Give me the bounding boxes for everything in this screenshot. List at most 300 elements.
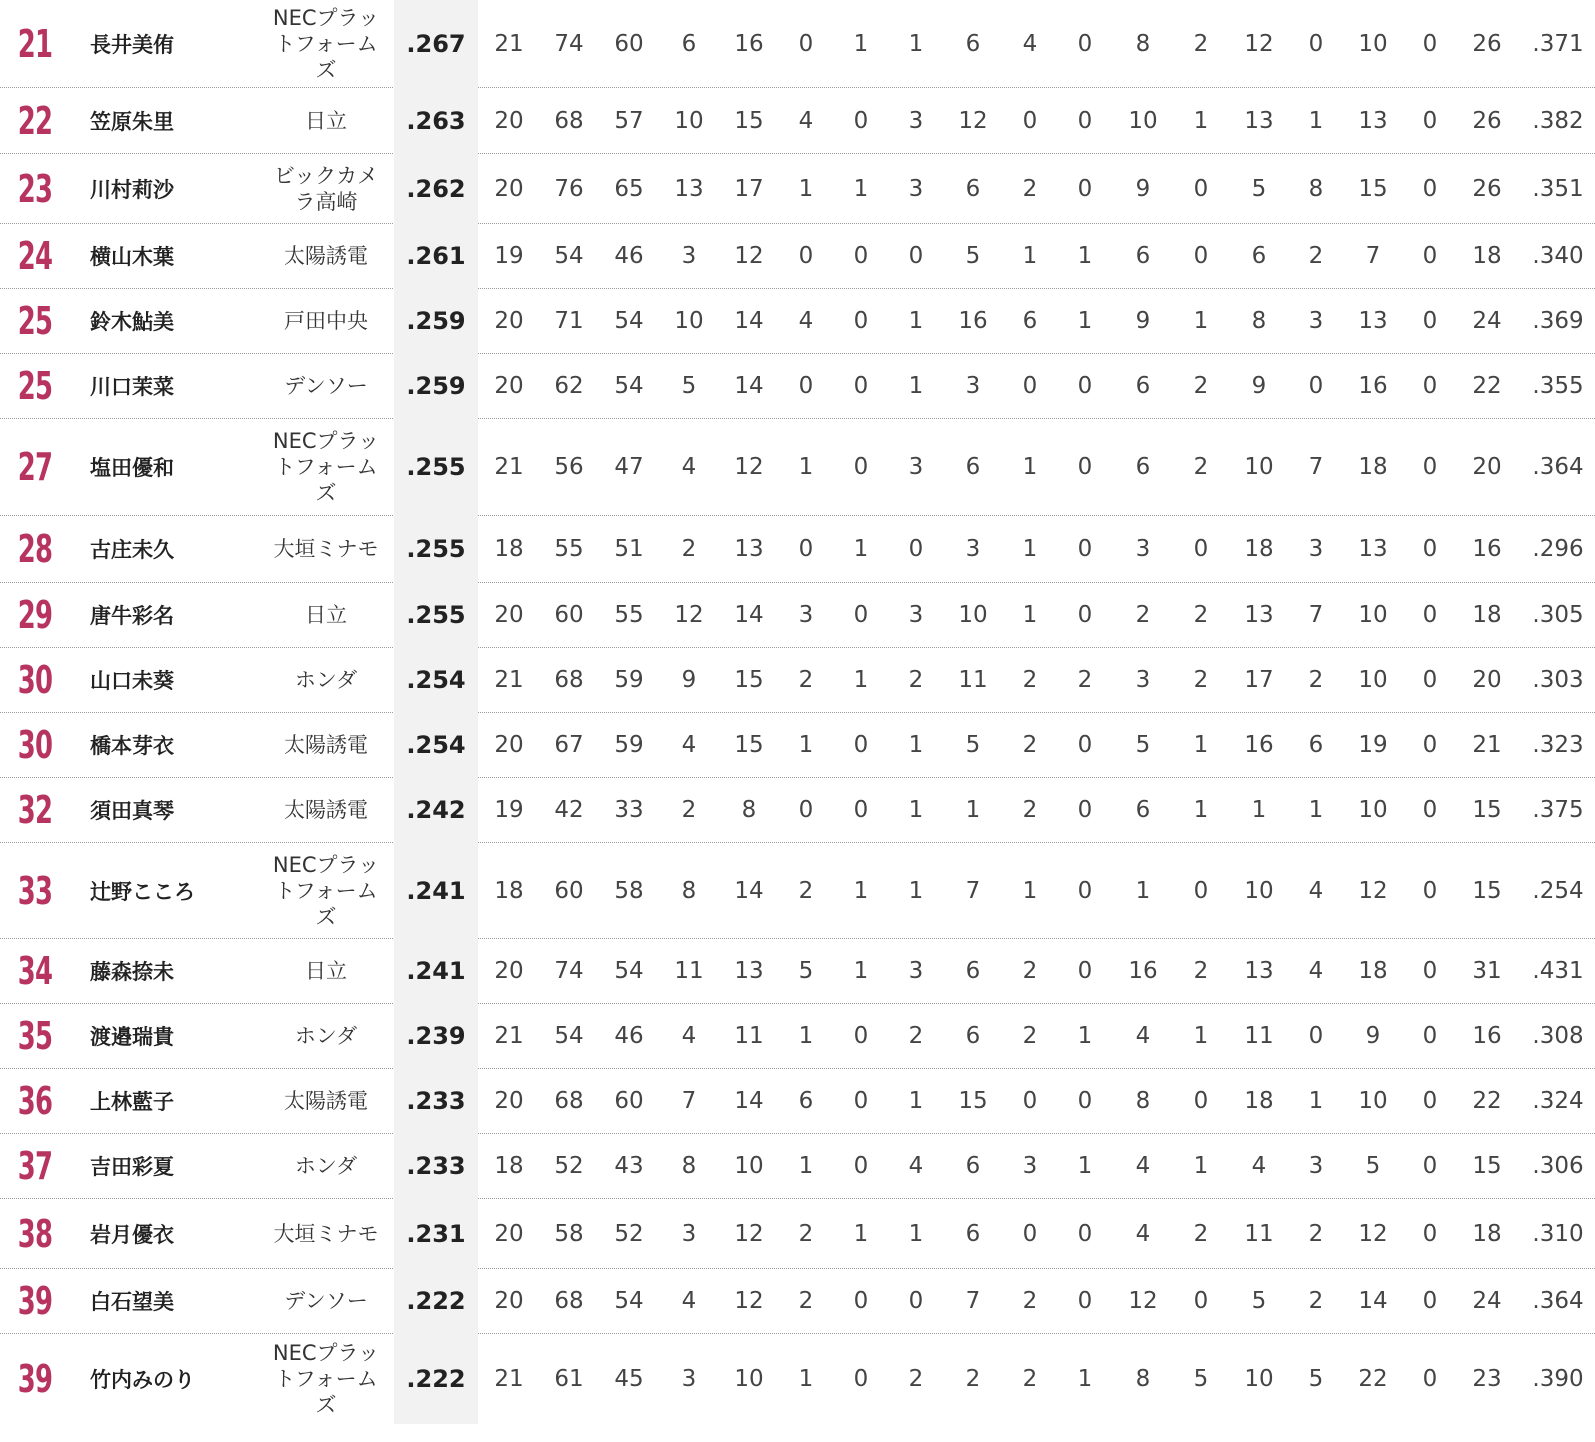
stat-cell: 12 (674, 602, 704, 628)
stat-cell: .364 (1532, 1288, 1584, 1314)
stat-cell: 1 (1022, 536, 1038, 562)
stat-cell: 1 (1022, 877, 1038, 904)
stat-cell: 6 (1135, 373, 1151, 399)
team-name: ホンダ (294, 1154, 358, 1178)
batting-average: .239 (406, 1022, 466, 1050)
stat-cell: 15 (1472, 1153, 1502, 1179)
batting-average: .255 (406, 601, 466, 629)
stat-cell: 0 (1193, 243, 1209, 269)
stat-cell: 0 (1193, 877, 1209, 904)
stat-cell: 1 (1193, 107, 1209, 134)
rank-number: 23 (17, 166, 53, 211)
stat-cell: 31 (1472, 958, 1502, 984)
stat-cell: 6 (965, 175, 981, 202)
stat-cell: 60 (614, 30, 644, 57)
stat-cell: 1 (798, 1153, 814, 1179)
stat-cell: 1 (1077, 308, 1093, 334)
stat-cell: 6 (965, 958, 981, 984)
table-row (0, 583, 1595, 648)
stat-cell: 54 (614, 308, 644, 334)
stat-cell: .351 (1532, 175, 1584, 202)
stat-cell: .305 (1532, 602, 1584, 628)
rank-number: 36 (17, 1079, 53, 1123)
stat-cell: 0 (1422, 1088, 1438, 1114)
stat-cell: 22 (1358, 1365, 1388, 1392)
player-name: 渡邉瑞貴 (90, 1025, 174, 1049)
table-row (0, 154, 1595, 224)
stat-cell: 6 (1308, 732, 1324, 758)
table-row (0, 843, 1595, 939)
team-name: デンソー (284, 1289, 368, 1313)
stat-cell: 0 (1077, 958, 1093, 984)
stat-cell: 0 (1077, 1088, 1093, 1114)
player-name: 横山木葉 (90, 245, 174, 269)
batting-average: .233 (406, 1152, 466, 1180)
stat-cell: 4 (681, 1023, 697, 1049)
stat-cell: 58 (554, 1220, 584, 1247)
stat-cell: 10 (1358, 602, 1388, 628)
stat-cell: 0 (1308, 30, 1324, 57)
stat-cell: 0 (798, 373, 814, 399)
stat-cell: 43 (614, 1153, 644, 1179)
batting-average: .242 (406, 796, 466, 824)
stat-cell: .324 (1532, 1088, 1584, 1114)
stat-cell: 0 (908, 243, 924, 269)
stat-cell: 1 (908, 1088, 924, 1114)
team-name: NECプラットフォームズ (272, 852, 380, 929)
player-name: 辻野こころ (90, 879, 195, 904)
stat-cell: 0 (1193, 536, 1209, 562)
stat-cell: 0 (853, 1023, 869, 1049)
stat-cell: 7 (1308, 602, 1324, 628)
stat-cell: 0 (798, 30, 814, 57)
stat-cell: 18 (1358, 958, 1388, 984)
stat-cell: 3 (681, 1365, 697, 1392)
table-row (0, 778, 1595, 843)
stat-cell: 2 (1308, 667, 1324, 693)
stat-cell: 0 (1193, 1288, 1209, 1314)
stat-cell: 3 (1135, 536, 1151, 562)
team-name: NECプラットフォームズ (272, 1340, 380, 1417)
stat-cell: 10 (1244, 1365, 1274, 1392)
table-row (0, 648, 1595, 713)
rank-number: 39 (17, 1279, 53, 1323)
stat-cell: 15 (1472, 797, 1502, 823)
stat-cell: 5 (1135, 732, 1151, 758)
stat-cell: 7 (965, 877, 981, 904)
stat-cell: 2 (1193, 958, 1209, 984)
stat-cell: 16 (1128, 958, 1158, 984)
stat-cell: 54 (554, 243, 584, 269)
stat-cell: 71 (554, 308, 584, 334)
stat-cell: 0 (1422, 536, 1438, 562)
stat-cell: 51 (614, 536, 644, 562)
team-name: 戸田中央 (284, 309, 368, 333)
rank-number: 35 (17, 1014, 53, 1058)
player-name: 長井美侑 (90, 32, 174, 57)
stat-cell: 0 (1308, 373, 1324, 399)
player-name: 吉田彩夏 (90, 1155, 174, 1179)
stat-cell: 21 (494, 667, 524, 693)
stat-cell: 0 (908, 536, 924, 562)
stat-cell: 22 (1472, 1088, 1502, 1114)
player-name: 笠原朱里 (90, 109, 174, 134)
player-name: 塩田優和 (90, 456, 174, 480)
stat-cell: 2 (798, 667, 814, 693)
batting-average: .259 (406, 372, 466, 400)
stat-cell: 2 (1193, 1220, 1209, 1247)
stat-cell: 6 (798, 1088, 814, 1114)
stat-cell: 21 (494, 1023, 524, 1049)
table-row (0, 224, 1595, 289)
stat-cell: 0 (798, 243, 814, 269)
stat-cell: 16 (1472, 536, 1502, 562)
stat-cell: 52 (614, 1220, 644, 1247)
stat-cell: .340 (1532, 243, 1584, 269)
batting-average: .261 (406, 242, 466, 270)
stat-cell: 6 (965, 1153, 981, 1179)
rank-number: 24 (17, 234, 53, 278)
batting-average: .222 (406, 1287, 466, 1315)
stat-cell: 0 (1193, 175, 1209, 202)
batting-average: .231 (406, 1219, 466, 1248)
stat-cell: 1 (853, 877, 869, 904)
stat-cell: 1 (908, 308, 924, 334)
stat-cell: 9 (681, 667, 697, 693)
rank-number: 30 (17, 658, 53, 702)
stat-cell: 4 (681, 732, 697, 758)
stat-cell: 1 (853, 1220, 869, 1247)
stat-cell: 2 (798, 1288, 814, 1314)
team-name: NECプラットフォームズ (272, 5, 380, 82)
stat-cell: 5 (798, 958, 814, 984)
batting-average: .254 (406, 666, 466, 694)
stat-cell: 0 (1022, 1088, 1038, 1114)
stat-cell: 13 (1244, 958, 1274, 984)
stat-cell: 0 (798, 536, 814, 562)
stat-cell: 65 (614, 175, 644, 202)
batting-average: .233 (406, 1087, 466, 1115)
stat-cell: 0 (1077, 454, 1093, 480)
stat-cell: 1 (798, 1365, 814, 1392)
stat-cell: 3 (681, 243, 697, 269)
stat-cell: 18 (1244, 536, 1274, 562)
stat-cell: 0 (1422, 308, 1438, 334)
stat-cell: 4 (798, 308, 814, 334)
stat-cell: 57 (614, 107, 644, 134)
stat-cell: 0 (1422, 454, 1438, 480)
stat-cell: 13 (734, 536, 764, 562)
stat-cell: 6 (681, 30, 697, 57)
stat-cell: 54 (614, 1288, 644, 1314)
stat-cell: 2 (1308, 1288, 1324, 1314)
stat-cell: 4 (908, 1153, 924, 1179)
stat-cell: 1 (1193, 1153, 1209, 1179)
stat-cell: .303 (1532, 667, 1584, 693)
stat-cell: 12 (958, 107, 988, 134)
stat-cell: 15 (734, 107, 764, 134)
stat-cell: 68 (554, 1288, 584, 1314)
stat-cell: 0 (1077, 175, 1093, 202)
stat-cell: 2 (1135, 602, 1151, 628)
rank-number: 30 (17, 723, 53, 767)
stat-cell: 9 (1365, 1023, 1381, 1049)
stat-cell: 3 (1135, 667, 1151, 693)
stat-cell: 3 (798, 602, 814, 628)
stat-cell: 0 (853, 243, 869, 269)
stat-cell: 0 (1422, 243, 1438, 269)
stat-cell: 2 (1193, 667, 1209, 693)
stat-cell: 55 (614, 602, 644, 628)
stat-cell: 0 (1422, 1023, 1438, 1049)
stat-cell: 1 (798, 175, 814, 202)
stat-cell: 18 (1472, 243, 1502, 269)
stat-cell: 0 (1422, 602, 1438, 628)
stat-cell: 1 (853, 536, 869, 562)
stat-cell: 13 (1244, 107, 1274, 134)
stat-cell: 0 (853, 602, 869, 628)
stat-cell: 3 (1022, 1153, 1038, 1179)
stat-cell: 15 (1358, 175, 1388, 202)
stat-cell: 56 (554, 454, 584, 480)
stat-cell: 1 (798, 1023, 814, 1049)
stat-cell: 2 (798, 877, 814, 904)
stat-cell: .369 (1532, 308, 1584, 334)
batting-average: .241 (406, 957, 466, 985)
batting-average: .259 (406, 307, 466, 335)
stat-cell: 0 (1422, 373, 1438, 399)
stat-cell: 3 (908, 958, 924, 984)
stat-cell: 42 (554, 797, 584, 823)
stat-cell: 2 (1022, 797, 1038, 823)
stat-cell: 15 (1472, 877, 1502, 904)
stat-cell: .323 (1532, 732, 1584, 758)
stat-cell: 0 (853, 1365, 869, 1392)
table-row (0, 1199, 1595, 1269)
stat-cell: 19 (494, 797, 524, 823)
stat-cell: 26 (1472, 107, 1502, 134)
stat-cell: 13 (1358, 308, 1388, 334)
stat-cell: 12 (1358, 877, 1388, 904)
stat-cell: 0 (853, 732, 869, 758)
stat-cell: .390 (1532, 1365, 1584, 1392)
stat-cell: 10 (1244, 454, 1274, 480)
stat-cell: 12 (734, 1288, 764, 1314)
stat-cell: 17 (734, 175, 764, 202)
stat-cell: 19 (494, 243, 524, 269)
stat-cell: 11 (1244, 1023, 1274, 1049)
stat-cell: 4 (1022, 30, 1038, 57)
stat-cell: 33 (614, 797, 644, 823)
stat-cell: 11 (958, 667, 988, 693)
player-name: 岩月優衣 (90, 1222, 174, 1247)
stat-cell: 0 (1077, 1220, 1093, 1247)
stat-cell: 6 (965, 1023, 981, 1049)
stat-cell: 24 (1472, 308, 1502, 334)
stat-cell: 1 (1077, 1153, 1093, 1179)
stat-cell: 12 (1358, 1220, 1388, 1247)
stat-cell: 68 (554, 667, 584, 693)
batting-average: .262 (406, 174, 466, 203)
table-row (0, 0, 1595, 88)
stat-cell: 3 (908, 175, 924, 202)
stat-cell: 4 (1135, 1220, 1151, 1247)
stat-cell: 2 (1308, 243, 1324, 269)
stat-cell: 12 (734, 243, 764, 269)
stat-cell: 1 (1193, 1023, 1209, 1049)
stat-cell: 12 (1128, 1288, 1158, 1314)
rank-number: 32 (17, 788, 53, 832)
stat-cell: 1 (1077, 1365, 1093, 1392)
stat-cell: 0 (1422, 797, 1438, 823)
team-name: 日立 (305, 603, 347, 627)
stat-cell: 0 (1422, 732, 1438, 758)
stat-cell: 0 (1077, 732, 1093, 758)
player-name: 古庄未久 (90, 538, 174, 562)
stat-cell: 2 (1308, 1220, 1324, 1247)
stat-cell: 14 (734, 1088, 764, 1114)
stat-cell: 0 (1077, 602, 1093, 628)
stat-cell: .382 (1532, 107, 1584, 134)
stat-cell: 7 (681, 1088, 697, 1114)
stat-cell: .355 (1532, 373, 1584, 399)
stat-cell: 0 (853, 373, 869, 399)
stat-cell: 20 (494, 373, 524, 399)
stat-cell: 10 (734, 1153, 764, 1179)
stat-cell: .375 (1532, 797, 1584, 823)
stat-cell: 13 (674, 175, 704, 202)
stat-cell: 54 (614, 958, 644, 984)
stat-cell: 0 (1193, 1088, 1209, 1114)
table-row (0, 1069, 1595, 1134)
stat-cell: 0 (1422, 175, 1438, 202)
stat-cell: 16 (1358, 373, 1388, 399)
stat-cell: 1 (853, 30, 869, 57)
stat-cell: 1 (1135, 877, 1151, 904)
stat-cell: 12 (1244, 30, 1274, 57)
team-name: デンソー (284, 374, 368, 398)
stat-cell: 26 (1472, 30, 1502, 57)
stat-cell: 1 (1251, 797, 1267, 823)
stat-cell: 0 (1077, 536, 1093, 562)
stat-cell: 1 (1308, 1088, 1324, 1114)
stat-cell: 68 (554, 1088, 584, 1114)
stat-cell: 15 (734, 667, 764, 693)
stat-cell: 15 (734, 732, 764, 758)
stat-cell: 2 (681, 536, 697, 562)
team-name: 日立 (305, 959, 347, 983)
player-name: 須田真琴 (90, 799, 174, 823)
stat-cell: 16 (1244, 732, 1274, 758)
stat-cell: 2 (1193, 454, 1209, 480)
stat-cell: 4 (798, 107, 814, 134)
rank-number: 28 (17, 527, 53, 571)
stat-cell: 1 (798, 454, 814, 480)
stat-cell: 22 (1472, 373, 1502, 399)
stat-cell: 0 (1077, 373, 1093, 399)
rank-number: 21 (17, 21, 53, 66)
stat-cell: 14 (734, 308, 764, 334)
team-name: 大垣ミナモ (273, 537, 379, 561)
batting-average: .254 (406, 731, 466, 759)
stat-cell: 10 (1244, 877, 1274, 904)
stat-cell: 0 (798, 797, 814, 823)
stat-cell: 1 (853, 958, 869, 984)
stat-cell: 20 (1472, 667, 1502, 693)
stat-cell: 2 (1022, 1365, 1038, 1392)
table-row (0, 939, 1595, 1004)
stat-cell: 0 (853, 454, 869, 480)
stat-cell: 2 (908, 667, 924, 693)
stat-cell: 8 (681, 1153, 697, 1179)
stat-cell: 14 (734, 877, 764, 904)
stat-cell: 46 (614, 243, 644, 269)
stat-cell: 1 (798, 732, 814, 758)
stat-cell: 13 (1358, 107, 1388, 134)
stat-cell: 24 (1472, 1288, 1502, 1314)
player-name: 竹内みのり (90, 1367, 195, 1392)
stat-cell: 1 (1308, 797, 1324, 823)
stat-cell: 21 (1472, 732, 1502, 758)
stat-cell: 5 (1251, 1288, 1267, 1314)
stat-cell: 8 (1251, 308, 1267, 334)
stat-cell: 3 (681, 1220, 697, 1247)
table-row (0, 713, 1595, 778)
stat-cell: 0 (1422, 107, 1438, 134)
stat-cell: 23 (1472, 1365, 1502, 1392)
stat-cell: 8 (741, 797, 757, 823)
stat-cell: 0 (1022, 1220, 1038, 1247)
batting-average: .255 (406, 535, 466, 563)
table-row (0, 516, 1595, 583)
stat-cell: 1 (1022, 243, 1038, 269)
rank-number: 39 (17, 1356, 53, 1401)
stat-cell: 0 (1077, 797, 1093, 823)
stat-cell: 20 (494, 1220, 524, 1247)
stat-cell: 3 (965, 373, 981, 399)
table-row (0, 1269, 1595, 1334)
stat-cell: 20 (494, 175, 524, 202)
stat-cell: 1 (908, 30, 924, 57)
stat-cell: 62 (554, 373, 584, 399)
stat-cell: 2 (1193, 30, 1209, 57)
stat-cell: 0 (1308, 1023, 1324, 1049)
stat-cell: 10 (1358, 30, 1388, 57)
table-row (0, 1004, 1595, 1069)
stat-cell: 45 (614, 1365, 644, 1392)
rank-number: 25 (17, 364, 53, 408)
stat-cell: 1 (908, 732, 924, 758)
table-row (0, 88, 1595, 154)
stat-cell: .296 (1532, 536, 1584, 562)
stat-cell: 2 (1022, 667, 1038, 693)
stat-cell: 2 (1022, 1023, 1038, 1049)
stat-cell: 6 (965, 454, 981, 480)
stat-cell: 18 (1358, 454, 1388, 480)
player-name: 鈴木鮎美 (90, 310, 174, 334)
stat-cell: 20 (494, 107, 524, 134)
stat-cell: 1 (1308, 107, 1324, 134)
stat-cell: .310 (1532, 1220, 1584, 1247)
stat-cell: 15 (958, 1088, 988, 1114)
stat-cell: 0 (853, 308, 869, 334)
table-row (0, 1134, 1595, 1199)
stat-cell: 0 (1422, 958, 1438, 984)
stat-cell: 3 (908, 602, 924, 628)
stat-cell: 58 (614, 877, 644, 904)
team-name: ホンダ (294, 668, 358, 692)
stat-cell: 5 (1193, 1365, 1209, 1392)
